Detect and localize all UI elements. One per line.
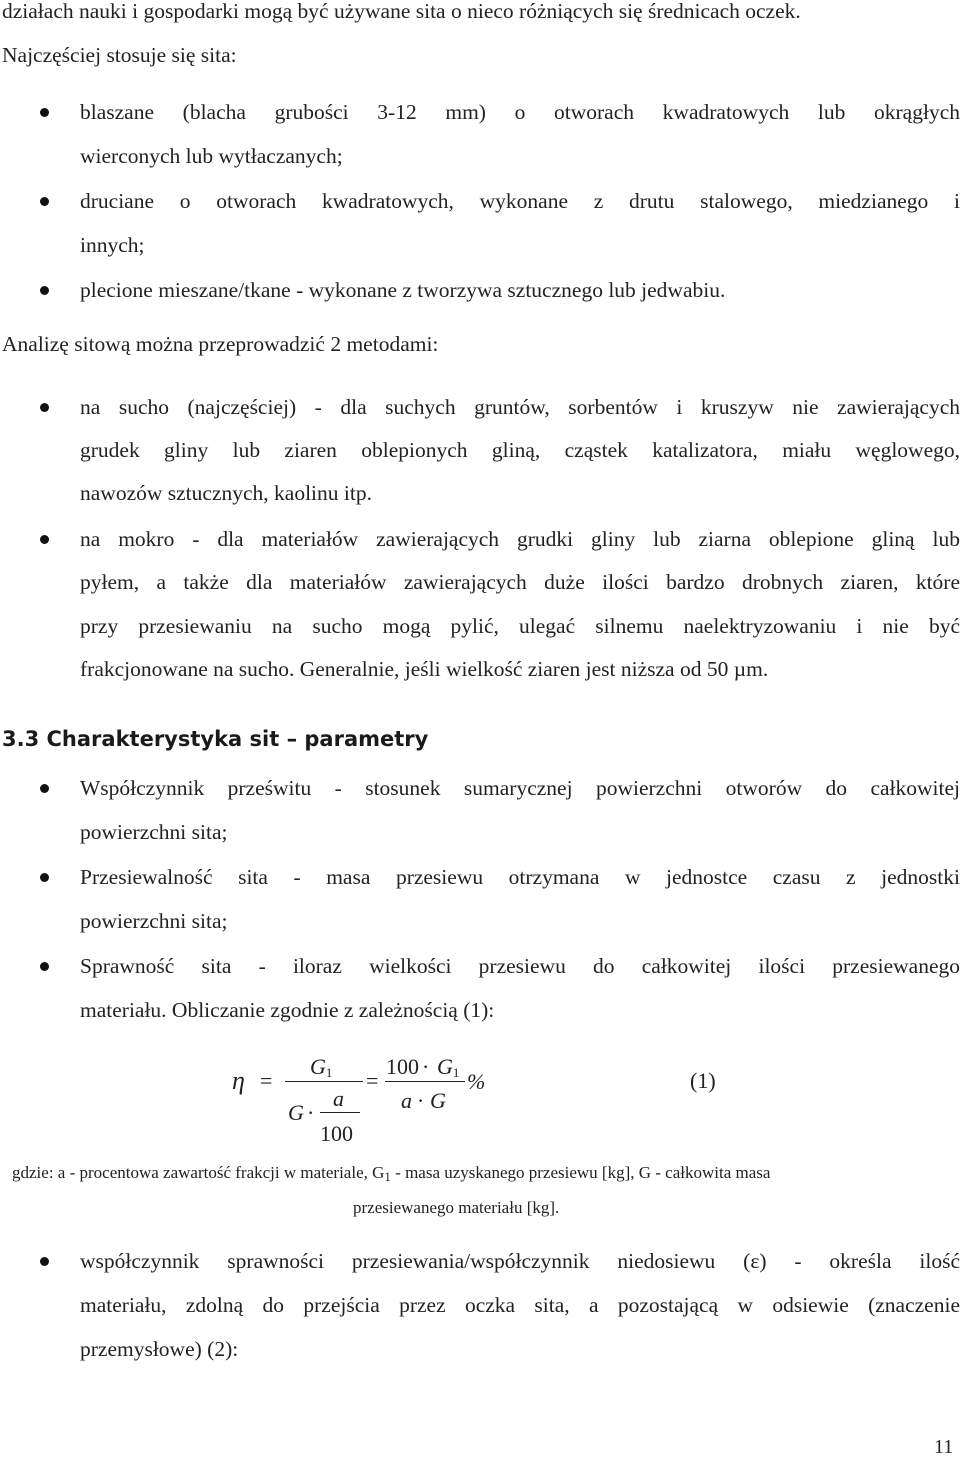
formula-a-inner: a xyxy=(333,1086,344,1111)
formula-dot-3: · xyxy=(417,1088,425,1113)
bullet-icon xyxy=(40,197,49,206)
method-2-line-2: pyłem, a także dla materiałów zawierających duże ilości bardzo drobnych ziaren, które xyxy=(80,570,960,594)
bullet-icon xyxy=(40,784,49,793)
formula-fraction-line-1 xyxy=(285,1081,363,1082)
bullet-icon xyxy=(40,1257,49,1266)
formula-g1-numerator-2: $G_1$ xyxy=(437,1054,460,1080)
formula-g1-numerator: $G_1$ xyxy=(310,1054,333,1080)
last-item-line-1: współczynnik sprawności przesiewania/współczynnik niedosiewu (ε) - określa ilość xyxy=(80,1249,960,1273)
formula-100-numerator: 100 xyxy=(386,1054,419,1079)
sieve-type-3-line-1: plecione mieszane/tkane - wykonane z tworzywa sztucznego lub jedwabiu. xyxy=(80,278,726,302)
formula-g-denominator-2: G xyxy=(430,1088,446,1113)
formula-100-inner: 100 xyxy=(320,1121,353,1146)
formula-percent: % xyxy=(467,1069,486,1094)
intro-line-1: działach nauki i gospodarki mogą być używane sita o nieco różniących się średnicach oczek. xyxy=(2,0,801,23)
bullet-icon xyxy=(40,873,49,882)
section-heading: 3.3 Charakterystyka sit – parametry xyxy=(2,727,429,751)
formula-equals-2: = xyxy=(366,1068,379,1093)
method-1-line-3: nawozów sztucznych, kaolinu itp. xyxy=(80,481,372,505)
formula-dot-1: · xyxy=(307,1100,315,1125)
sieve-type-1-line-1: blaszane (blacha grubości 3-12 mm) o otworach kwadratowych lub okrągłych xyxy=(80,100,960,124)
where-line-1: gdzie: a - procentowa zawartość frakcji w materiale, $G_1$ - masa uzyskanego przesiewu [kg], G - całkowita masa xyxy=(12,1163,771,1184)
bullet-icon xyxy=(40,403,49,412)
last-item-line-2: materiału, zdolną do przejścia przez oczka sita, a pozostającą w odsiewie (znaczenie xyxy=(80,1293,960,1317)
method-1-line-2: grudek gliny lub ziaren oblepionych gliną, cząstek katalizatora, miału węglowego, xyxy=(80,438,960,462)
formula-fraction-line-2 xyxy=(385,1081,465,1082)
parameter-3-line-1: Sprawność sita - iloraz wielkości przesiewu do całkowitej ilości przesiewanego xyxy=(80,954,960,978)
last-item-line-3: przemysłowe) (2): xyxy=(80,1337,239,1361)
bullet-icon xyxy=(40,286,49,295)
formula-eta: η xyxy=(232,1066,245,1095)
parameter-1-line-2: powierzchni sita; xyxy=(80,820,228,844)
bullet-icon xyxy=(40,535,49,544)
formula-equals-1: = xyxy=(260,1068,273,1093)
formula-fraction-line-inner xyxy=(320,1112,360,1113)
method-2-line-1: na mokro - dla materiałów zawierających grudki gliny lub ziarna oblepione gliną lub xyxy=(80,527,960,551)
analysis-intro: Analizę sitową można przeprowadzić 2 metodami: xyxy=(2,332,439,356)
formula-g-denominator: G xyxy=(288,1100,304,1125)
method-2-line-3: przy przesiewaniu na sucho mogą pylić, ulegać silnemu naelektryzowaniu i nie być xyxy=(80,614,960,638)
page-number: 11 xyxy=(934,1436,954,1458)
parameter-1-line-1: Współczynnik prześwitu - stosunek sumarycznej powierzchni otworów do całkowitej xyxy=(80,776,960,800)
formula-dot-2: · xyxy=(422,1054,430,1079)
bullet-icon xyxy=(40,962,49,971)
formula-a-denominator: a xyxy=(401,1088,412,1113)
method-1-line-1: na sucho (najczęściej) - dla suchych gruntów, sorbentów i kruszyw nie zawierających xyxy=(80,395,960,419)
parameter-3-line-2: materiału. Obliczanie zgodnie z zależnością (1): xyxy=(80,998,495,1022)
sieve-type-2-line-2: innych; xyxy=(80,233,145,257)
sieve-type-2-line-1: druciane o otworach kwadratowych, wykonane z drutu stalowego, miedzianego i xyxy=(80,189,960,213)
intro-line-2: Najczęściej stosuje się sita: xyxy=(2,43,237,67)
where-line-2: przesiewanego materiału [kg]. xyxy=(353,1198,560,1217)
parameter-2-line-1: Przesiewalność sita - masa przesiewu otrzymana w jednostce czasu z jednostki xyxy=(80,865,960,889)
bullet-icon xyxy=(40,108,49,117)
parameter-2-line-2: powierzchni sita; xyxy=(80,909,228,933)
formula-number: (1) xyxy=(690,1068,716,1093)
method-2-line-4: frakcjonowane na sucho. Generalnie, jeśli wielkość ziaren jest niższa od 50 µm. xyxy=(80,657,769,681)
sieve-type-1-line-2: wierconych lub wytłaczanych; xyxy=(80,144,343,168)
